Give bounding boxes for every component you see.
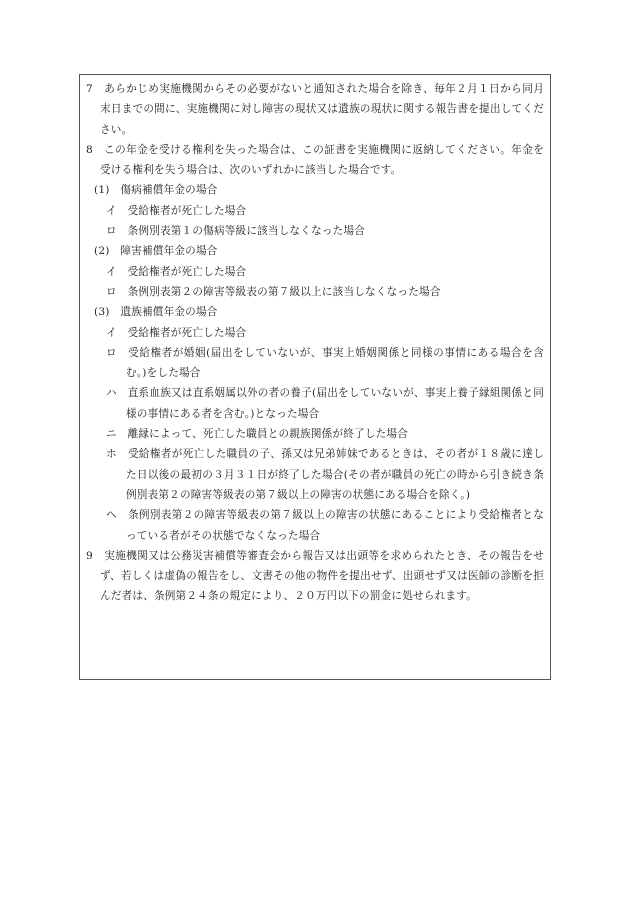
entry-text: 離縁によって、死亡した職員との親族関係が終了した場合 (127, 428, 409, 441)
document-content (86, 79, 544, 607)
entry-mark: ロ (106, 346, 118, 359)
entry-mark: ハ (106, 387, 117, 400)
item-number: 7 (86, 83, 93, 95)
subsection-title: 傷病補償年金の場合 (120, 184, 218, 197)
subsection-2-entry (86, 262, 544, 282)
item-text: あらかじめ実施機関からその必要がないと通知された場合を除き、毎年２月１日から同月末日までの間に、実施機関に対し障害の現状又は遺族の現状に関する報告書を提出してください。 (100, 83, 544, 136)
subsection-number: (1) (94, 184, 110, 197)
entry-mark: ホ (106, 448, 117, 461)
subsection-number: (2) (94, 245, 110, 258)
item-number: 9 (86, 549, 93, 562)
entry-mark: イ (106, 204, 117, 217)
entry-text: 受給権者が死亡した場合 (127, 265, 247, 278)
entry-text: 直系血族又は直系姻属以外の者の養子(届出をしていないが、事実上養子縁組関係と同様の事情にある者を含む。)となった場合 (126, 387, 544, 420)
entry-mark: イ (106, 265, 117, 278)
item-8 (86, 140, 544, 181)
entry-mark: ヘ (106, 509, 117, 522)
entry-text: 条例別表第２の障害等級表の第７級以上の障害の状態にあることにより受給権者となっている者がその状態でなくなった場合 (126, 509, 545, 542)
subsection-title: 障害補償年金の場合 (120, 245, 218, 258)
entry-mark: ニ (106, 428, 117, 441)
subsection-3-heading (86, 302, 544, 322)
subsection-3-entry (86, 323, 544, 343)
subsection-3-entry (86, 505, 544, 546)
entry-mark: イ (106, 326, 117, 339)
entry-text: 受給権者が婚姻(届出をしていないが、事実上婚姻関係と同様の事情にある場合を含む。)をした場合 (126, 346, 544, 380)
item-7 (86, 79, 544, 140)
entry-text: 条例別表第１の傷病等級に該当しなくなった場合 (127, 225, 366, 238)
entry-mark: ロ (106, 225, 117, 238)
document-frame (79, 74, 551, 680)
subsection-1-entry (86, 201, 544, 221)
entry-text: 条例別表第２の障害等級表の第７級以上に該当しなくなった場合 (127, 285, 441, 298)
item-text: 実施機関又は公務災害補償等審査会から報告又は出頭等を求められたとき、その報告をせず、若しくは虚偽の報告をし、文書その他の物件を提出せず、出頭せず又は医師の診断を拒んだ者は、条例第２４条の規定により、２０万円以下の罰金に処せられます。 (100, 549, 544, 603)
entry-text: 受給権者が死亡した職員の子、孫又は兄弟姉妹であるときは、その者が１８歳に達した日以後の最初の３月３１日が終了した場合(その者が職員の死亡の時から引き続き条例別表第２の障害等級表の第７級以上の障害の状態にある場合を除く。) (126, 448, 545, 501)
entry-mark: ロ (106, 285, 117, 298)
subsection-2-heading (86, 241, 544, 261)
entry-text: 受給権者が死亡した場合 (127, 204, 247, 217)
item-number: 8 (86, 143, 93, 156)
subsection-number: (3) (94, 306, 110, 319)
subsection-title: 遺族補償年金の場合 (120, 306, 218, 319)
subsection-2-entry (86, 282, 544, 302)
item-text: この年金を受ける権利を失った場合は、この証書を実施機関に返納してください。年金を受ける権利を失う場合は、次のいずれかに該当した場合です。 (100, 143, 545, 177)
subsection-1-heading (86, 180, 544, 200)
entry-text: 受給権者が死亡した場合 (127, 326, 247, 339)
subsection-3-entry (86, 383, 544, 424)
subsection-3-entry (86, 424, 544, 444)
subsection-1-entry (86, 221, 544, 241)
subsection-3-entry (86, 444, 544, 505)
item-9 (86, 546, 544, 607)
subsection-3-entry (86, 343, 544, 384)
